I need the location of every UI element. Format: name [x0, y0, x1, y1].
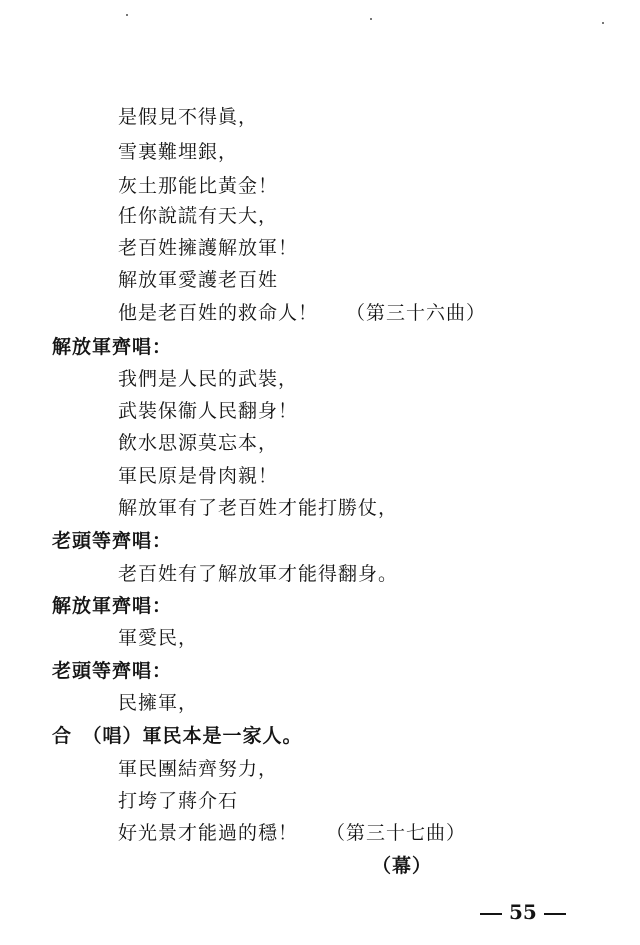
line-text: 解放軍有了老百姓才能打勝仗， [118, 497, 399, 519]
line-text: 軍民團結齊努力， [118, 758, 279, 780]
line-text: 灰土那能比黃金！ [118, 175, 279, 197]
line-text: 任你說謊有天大， [118, 205, 279, 227]
speaker-line [52, 594, 172, 618]
song-number-note: （第三十七曲） [326, 822, 467, 844]
line-text: 軍愛民， [118, 627, 199, 649]
lyric-line [118, 789, 238, 813]
lyric-line [118, 464, 278, 488]
speaker-line [52, 659, 172, 683]
line-text: 老頭等齊唱： [52, 660, 173, 682]
page-number-footer [480, 900, 566, 924]
line-text: 民擁軍， [118, 692, 199, 714]
speaker-line [52, 335, 172, 359]
line-text: 武裝保衞人民翻身！ [118, 400, 299, 422]
line-text: 老頭等齊唱： [52, 530, 173, 552]
lyric-line [118, 431, 278, 455]
line-text: 打垮了蔣介石 [118, 790, 239, 812]
scan-speck [126, 14, 128, 16]
line-text: 我們是人民的武裝， [118, 368, 299, 390]
scan-speck [370, 18, 372, 20]
lyric-line [118, 821, 466, 845]
lyric-line [118, 105, 258, 129]
lyric-line [118, 626, 198, 650]
line-text: 老百姓擁護解放軍！ [118, 237, 299, 259]
lyric-line [118, 367, 298, 391]
footer-dash-left [480, 913, 502, 915]
footer-dash-right [544, 913, 566, 915]
lyric-line [118, 562, 398, 586]
lyric-line [118, 399, 298, 423]
line-text: 解放軍齊唱： [52, 595, 173, 617]
line-text: 解放軍愛護老百姓 [118, 269, 279, 291]
line-text: 是假見不得眞， [118, 106, 259, 128]
line-text: 雪裏難埋銀， [118, 141, 239, 163]
lyric-line [118, 140, 238, 164]
line-text: 解放軍齊唱： [52, 336, 173, 358]
song-number-note: （第三十六曲） [346, 302, 487, 324]
line-text: （幕） [372, 855, 433, 877]
scan-speck [602, 22, 604, 24]
line-text: 老百姓有了解放軍才能得翻身。 [118, 563, 399, 585]
speaker-line [52, 529, 172, 553]
lyric-line [118, 174, 278, 198]
line-text: 軍民原是骨肉親！ [118, 465, 279, 487]
lyric-line [118, 496, 398, 520]
lyric-line [118, 268, 278, 292]
line-text: 好光景才能過的穩！ [118, 822, 299, 844]
page-number: 55 [508, 900, 537, 924]
lyric-line [118, 204, 278, 228]
lyric-line [118, 757, 278, 781]
lyric-line [118, 691, 198, 715]
curtain-direction [372, 854, 432, 878]
line-text: 合 （唱）軍民本是一家人。 [52, 725, 303, 747]
lyric-line [118, 236, 298, 260]
lyric-line [118, 301, 486, 325]
line-text: 他是老百姓的救命人！ [118, 302, 319, 324]
line-text: 飲水思源莫忘本， [118, 432, 279, 454]
chorus-line [52, 724, 303, 748]
